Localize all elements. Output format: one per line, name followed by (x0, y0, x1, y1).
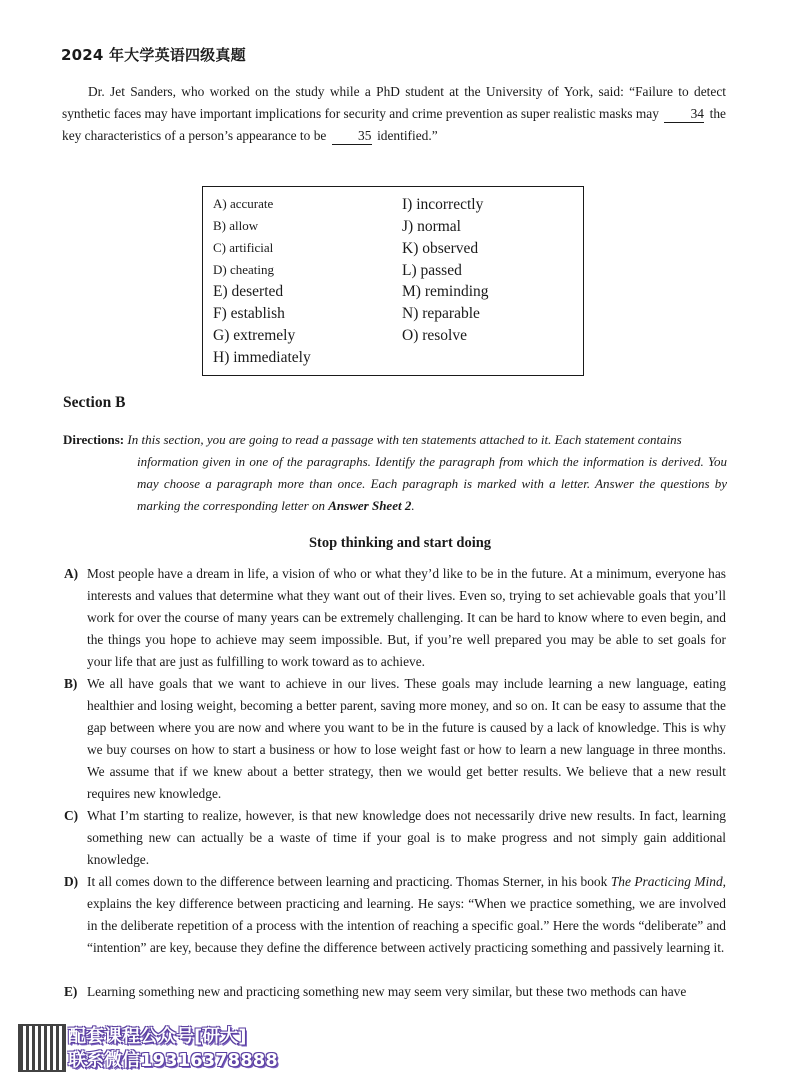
watermark-line2: 联系微信19316378888 (68, 1050, 278, 1071)
directions-line1 (63, 429, 727, 451)
paragraph-text (87, 871, 726, 959)
paragraph-text: Most people have a dream in life, a vision of who or what they’d like to be in the future. At a minimum, everyone has interests and values that determine what they want out of their lives. Even so, trying to set achievable goals that you’ll work for over the course of many years can be extremely challenging. It can be hard to know where to even begin, and the things you hope to achieve may seem impossible. But, if you’re well prepared you may be able to set goals for your life that are just as fulfilling to work toward as to achieve. (87, 566, 726, 669)
option-o: O) resolve (402, 327, 467, 344)
paragraph-a (64, 563, 726, 673)
paragraph-text: Learning something new and practicing something new may seem very similar, but these two methods can have (87, 984, 687, 999)
paragraph-d-text-b: , explains the key difference between practicing and learning. He says: “When we practice something, we are involved in the deliberate repetition of a process with the intention of reaching a specific goal.” Here the words “deliberate” and “intention” are key, because they define the difference between actively practicing something and passively learning it. (87, 874, 726, 955)
option-j: J) normal (402, 218, 461, 235)
option-f: F) establish (213, 305, 285, 322)
section-title: Section B (63, 394, 126, 411)
page-header-title: 2024 年大学英语四级真题 (61, 46, 246, 64)
option-k: K) observed (402, 240, 479, 257)
intro-text-part2: the key characteristics of a person’s appearance to be (62, 106, 726, 143)
intro-text-part3: identified.” (377, 128, 438, 143)
paragraph-letter: D) (64, 874, 79, 889)
option-d: D) cheating (213, 262, 275, 277)
book-title: The Practicing Mind (610, 874, 723, 889)
option-b: B) allow (213, 218, 259, 233)
intro-paragraph (62, 81, 726, 147)
option-i: I) incorrectly (402, 196, 484, 213)
footer-watermark (18, 1020, 318, 1072)
blank-35: 35 (332, 128, 372, 145)
qr-code-icon (18, 1024, 66, 1072)
option-m: M) reminding (402, 283, 489, 300)
option-l: L) passed (402, 262, 462, 279)
paragraph-d (64, 871, 726, 959)
option-e: E) deserted (213, 283, 284, 300)
paragraph-letter: C) (64, 808, 79, 823)
directions-first-line: In this section, you are going to read a passage with ten statements attached to it. Each statement contains (127, 432, 682, 447)
directions-label: Directions: (63, 432, 125, 447)
blank-34: 34 (664, 106, 704, 123)
word-bank-box (202, 186, 584, 376)
paragraph-c (64, 805, 726, 871)
intro-text-part1: Dr. Jet Sanders, who worked on the study while a PhD student at the University of York, said: “Failure to detect synthetic faces may have important implications for security and crime prevention as super realistic masks may (62, 84, 726, 121)
option-g: G) extremely (213, 327, 296, 344)
directions-rest-text: information given in one of the paragraphs. Identify the paragraph from which the information is derived. You may choose a paragraph more than once. Each paragraph is marked with a letter. Answer the questions by marking the corresponding letter on (137, 454, 727, 513)
answer-sheet-label: Answer Sheet 2 (328, 498, 412, 513)
paragraph-e (64, 981, 726, 1003)
option-a: A) accurate (213, 196, 274, 211)
paragraph-letter: E) (64, 984, 78, 999)
paragraph-letter: A) (64, 566, 79, 581)
paragraph-b (64, 673, 726, 805)
option-n: N) reparable (402, 305, 480, 322)
watermark-line1: 配套课程公众号[研大] (68, 1026, 247, 1047)
option-h: H) immediately (213, 349, 311, 366)
paragraph-text: What I’m starting to realize, however, is that new knowledge does not necessarily drive new results. In fact, learning something new can actually be a waste of time if your goal is to make progress and not simply gain additional knowledge. (87, 808, 726, 867)
directions-block (63, 429, 727, 517)
paragraph-d-text-a: It all comes down to the difference between learning and practicing. Thomas Sterner, in his book (87, 874, 608, 889)
passage-title: Stop thinking and start doing (308, 535, 492, 551)
paragraph-letter: B) (64, 676, 78, 691)
directions-end: . (411, 498, 415, 513)
paragraph-text: We all have goals that we want to achieve in our lives. These goals may include learning a new language, eating healthier and losing weight, becoming a better parent, saving more money, and so on. It can be easy to assume that the gap between where you are now and where you want to be in the future is caused by a lack of knowledge. This is why we buy courses on how to start a business or how to lose weight fast or how to learn a new language in three months. We assume that if we knew about a better strategy, then we would get better results. We believe that a new result requires new knowledge. (87, 676, 726, 801)
directions-rest (63, 451, 727, 517)
option-c: C) artificial (213, 240, 274, 255)
